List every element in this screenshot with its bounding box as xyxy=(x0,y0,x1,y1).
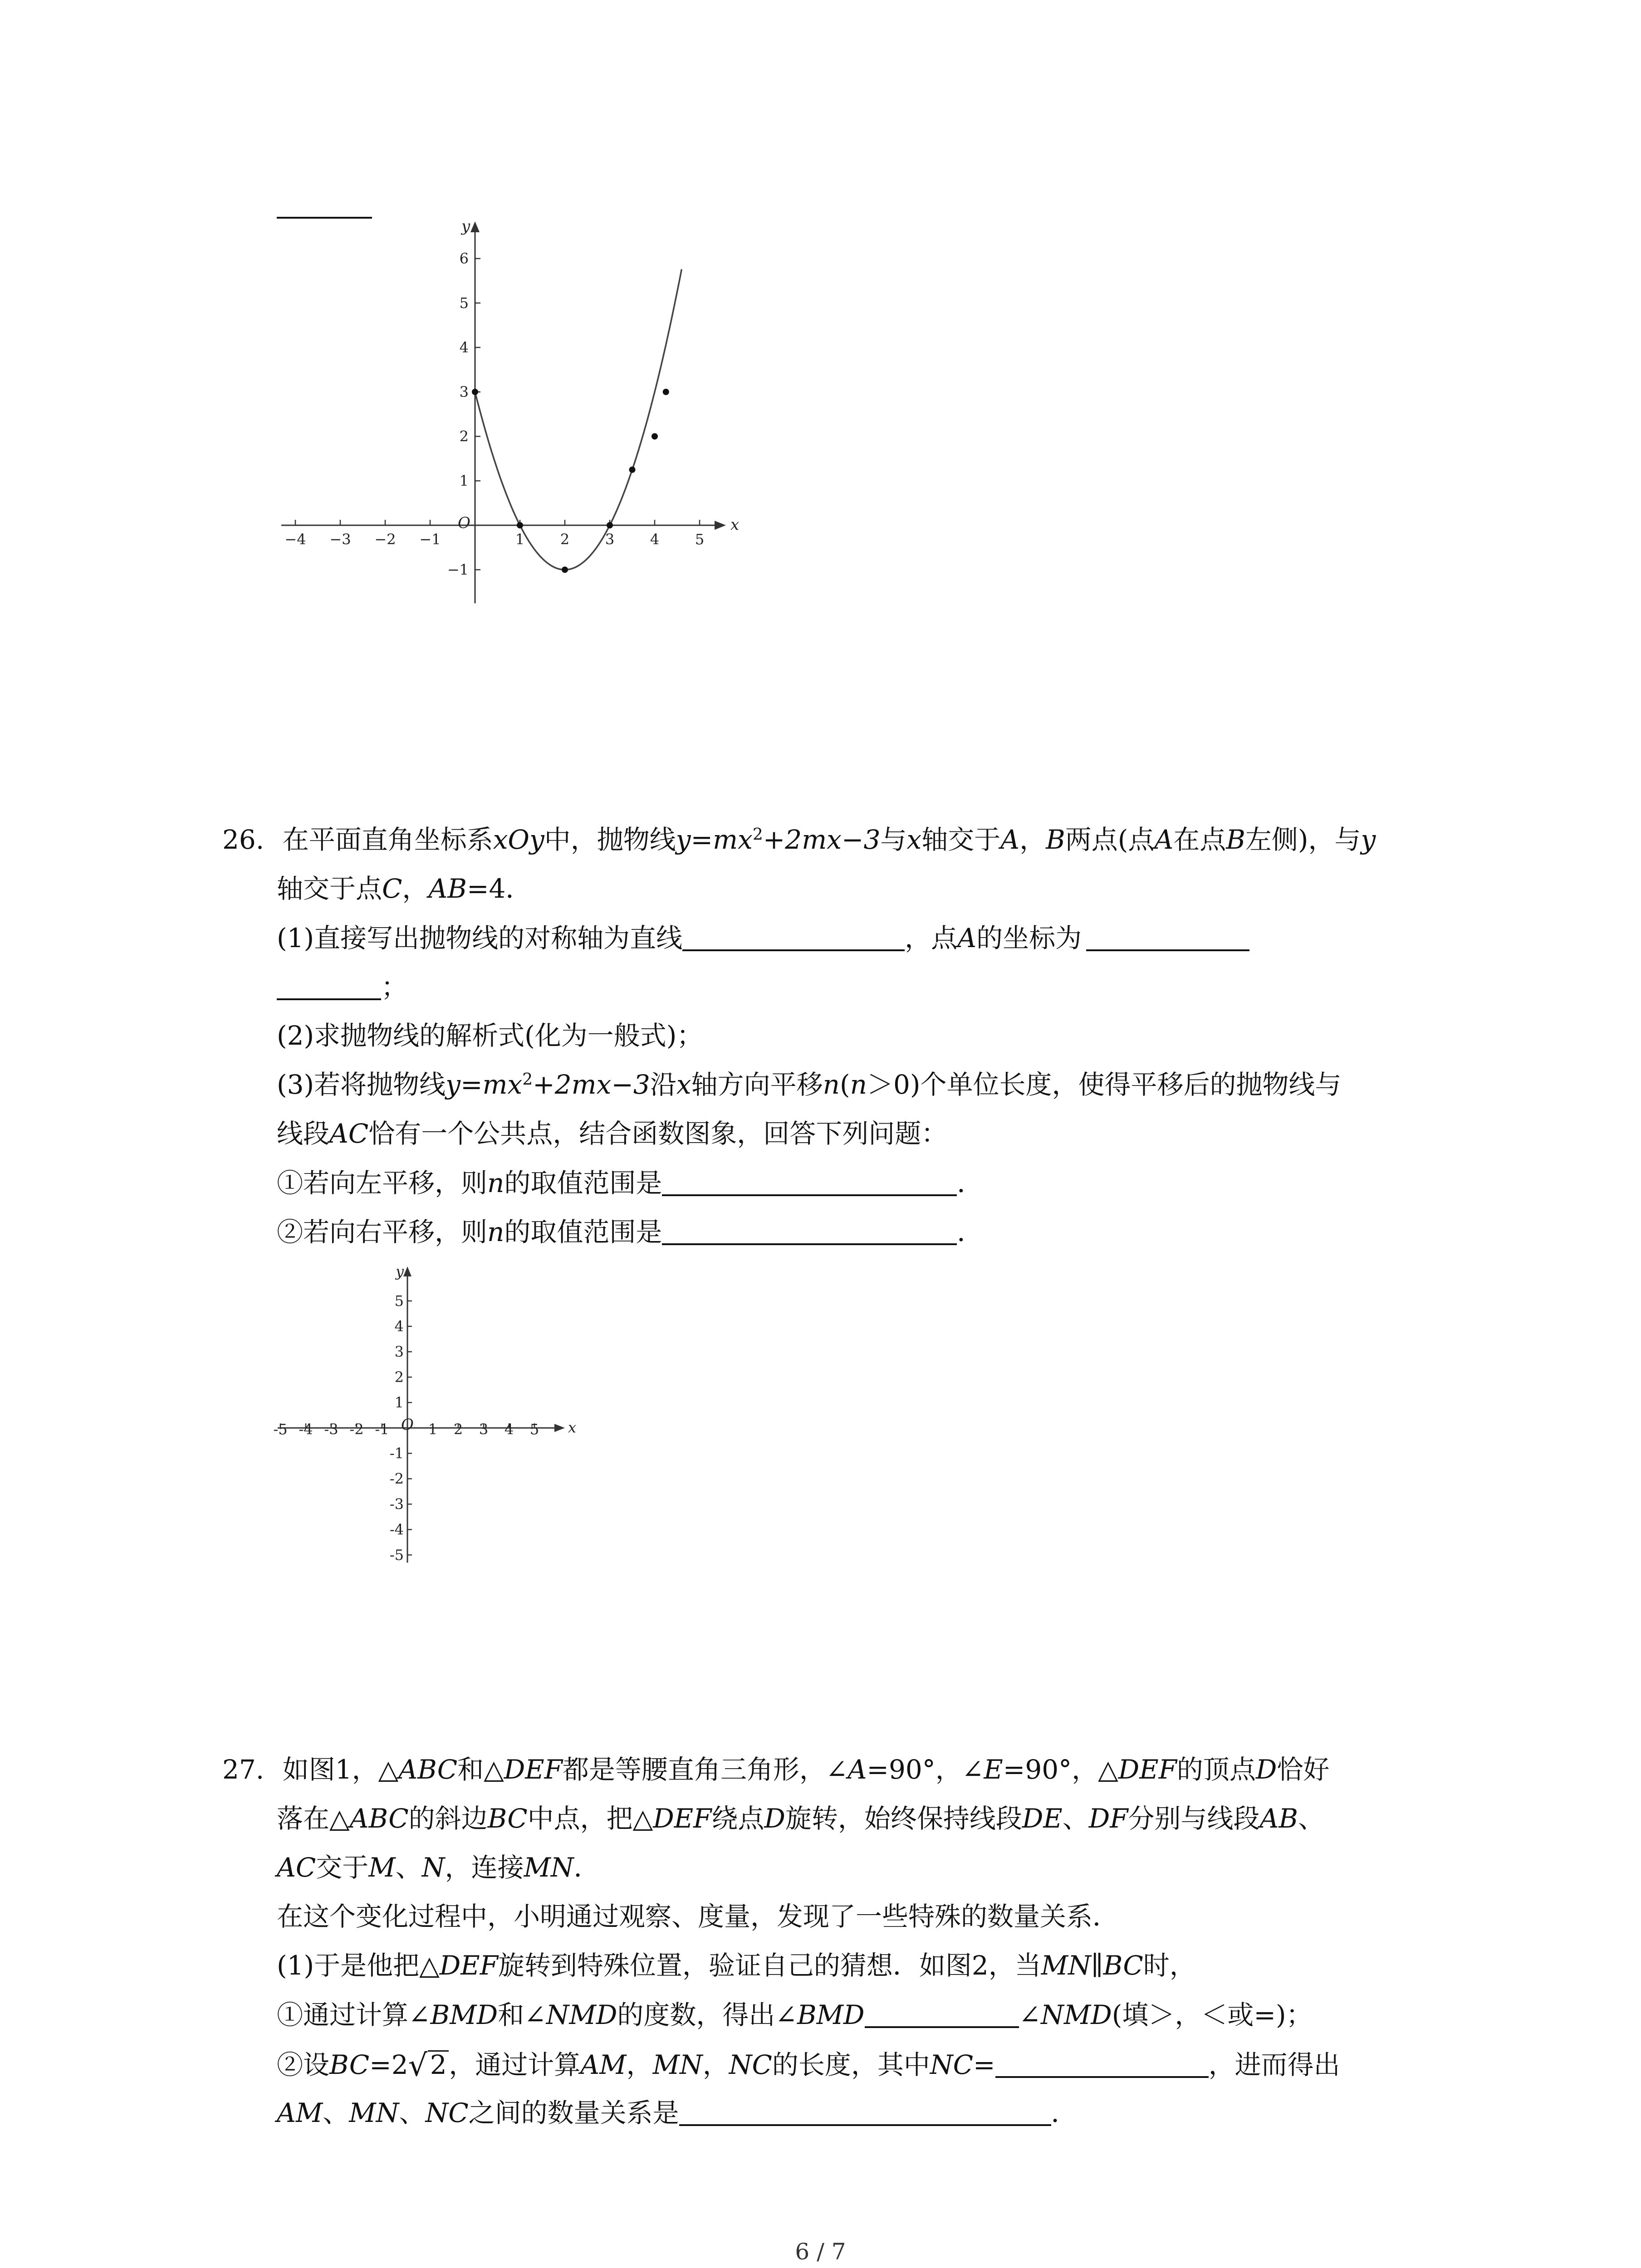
q26-text: (2)求抛物线的解析式(化为一般式)； xyxy=(277,1020,703,1051)
origin-label: O xyxy=(458,514,470,532)
q27-var: NC xyxy=(729,2049,772,2080)
q26-var: n xyxy=(487,1168,505,1199)
q27-text: 、 xyxy=(399,2097,426,2129)
q26-case2 xyxy=(277,1217,984,1248)
y-tick-label: −1 xyxy=(447,561,469,578)
q27-text: 、 xyxy=(323,2097,349,2129)
q27-line8 xyxy=(277,2097,1078,2129)
q26-text: ②若向右平移，则 xyxy=(277,1217,488,1248)
q27-var: BC xyxy=(1103,1950,1143,1981)
q27-var: AB xyxy=(1259,1803,1298,1834)
q27-blank-relation[interactable] xyxy=(679,2099,1051,2126)
q26-text: ． xyxy=(957,1168,984,1199)
q26-text: ． xyxy=(957,1217,984,1248)
q27-text: 恰好 xyxy=(1277,1754,1330,1785)
q26-text: =4． xyxy=(466,873,532,904)
q27-var: DE xyxy=(1022,1803,1063,1834)
q27-blank-nc[interactable] xyxy=(995,2051,1209,2078)
sqrt-two xyxy=(408,2047,449,2083)
q27-var: MN xyxy=(524,1852,574,1883)
q26-var: x xyxy=(906,824,922,855)
y-tick-label: -4 xyxy=(389,1521,404,1538)
q27-var: ABC xyxy=(349,1803,409,1834)
x-tick-label: −1 xyxy=(419,531,441,548)
q26-xoy: xOy xyxy=(493,824,544,855)
q26-equation: y=mx xyxy=(446,1069,523,1100)
q27-var: M xyxy=(368,1852,396,1883)
q26-text: ＞0)个单位长度，使得平移后的抛物线与 xyxy=(867,1069,1342,1100)
x-tick-label: -3 xyxy=(324,1421,338,1438)
q27-text: ，通过计算 xyxy=(449,2049,581,2080)
y-axis-label: y xyxy=(461,217,470,235)
x-tick-label: −2 xyxy=(374,531,396,548)
q27-text: ，进而得出 xyxy=(1208,2049,1340,2080)
q26-blank-right-range[interactable] xyxy=(662,1218,957,1245)
q26-var: n xyxy=(823,1069,840,1100)
q27-var: AM xyxy=(277,2097,323,2129)
q26-blank-axis[interactable] xyxy=(682,924,905,951)
q26-text: 两点(点 xyxy=(1065,824,1155,855)
q27-text: ∥ xyxy=(1091,1950,1103,1981)
q26-blank-point-a[interactable] xyxy=(1086,924,1249,951)
q27-text: 都是等腰直角三角形，∠ xyxy=(562,1754,848,1785)
q26-text: 的取值范围是 xyxy=(504,1168,662,1199)
q27-var: MN xyxy=(349,2097,399,2129)
x-tick-label: 1 xyxy=(428,1421,438,1438)
parabola-point xyxy=(517,522,523,528)
q26-var: x xyxy=(676,1069,691,1100)
q26-blank-left-range[interactable] xyxy=(662,1169,957,1196)
q27-var: DF xyxy=(1088,1803,1128,1834)
q27-text: 和△ xyxy=(457,1754,504,1785)
q26-part1-cont xyxy=(277,972,408,1003)
q27-text: ②设 xyxy=(277,2049,330,2080)
q26-var: B xyxy=(1226,824,1245,855)
y-tick-label: -2 xyxy=(389,1470,404,1487)
q26-text: ①若向左平移，则 xyxy=(277,1168,488,1199)
q26-var: A xyxy=(1000,824,1020,855)
q27-var: BC xyxy=(329,2049,370,2080)
q26-text: ( xyxy=(839,1069,850,1100)
x-axis-label: x xyxy=(568,1419,577,1436)
q27-text: =2 xyxy=(369,2049,408,2080)
x-tick-label: 2 xyxy=(560,531,570,548)
q27-text: =90°，∠ xyxy=(867,1754,984,1785)
x-tick-label: 1 xyxy=(515,531,525,548)
q26-exponent: 2 xyxy=(522,1070,533,1089)
q27-text: (1)于是他把△ xyxy=(277,1950,440,1981)
q27-line6 xyxy=(277,1999,1313,2031)
q26-text: ， xyxy=(402,873,429,904)
q27-text: 、 xyxy=(395,1852,422,1883)
y-axis-label: y xyxy=(396,1263,404,1280)
q27-text: 、 xyxy=(1298,1803,1325,1834)
q27-text: ，连接 xyxy=(445,1852,524,1883)
q27-var: BMD xyxy=(797,1999,865,2031)
q27-line2 xyxy=(277,1805,1324,1832)
q26-var: n xyxy=(850,1069,867,1100)
parabola-point xyxy=(607,522,613,528)
parabola-chart xyxy=(268,213,749,612)
q27-line3 xyxy=(277,1854,600,1881)
q27-line5 xyxy=(277,1952,1196,1979)
q27-text: ， xyxy=(702,2049,729,2080)
x-tick-label: 4 xyxy=(650,531,660,548)
q26-text: 线段 xyxy=(277,1118,330,1149)
q26-text: 与 xyxy=(880,824,907,855)
q27-var: DEF xyxy=(653,1803,712,1834)
x-tick-label: −3 xyxy=(329,531,351,548)
y-tick-label: 5 xyxy=(459,294,469,312)
q26-part1 xyxy=(277,923,1249,954)
q27-var: E xyxy=(984,1754,1003,1785)
blank-axes-group xyxy=(273,1263,576,1564)
y-tick-label: 3 xyxy=(394,1343,404,1360)
q27-text: 旋转，始终保持线段 xyxy=(785,1803,1022,1834)
q27-var: DEF xyxy=(439,1950,498,1981)
q26-var: A xyxy=(957,923,977,954)
parabola-point xyxy=(562,567,568,573)
q27-text: 绕点 xyxy=(711,1803,764,1834)
q27-var: NMD xyxy=(546,1999,617,2031)
x-tick-label: 4 xyxy=(504,1421,514,1438)
q26-part2 xyxy=(277,1022,703,1049)
q27-var: A xyxy=(847,1754,867,1785)
q27-number: 27. xyxy=(222,1754,265,1785)
q27-text: =90°，△ xyxy=(1003,1754,1118,1785)
q27-text: 分别与线段 xyxy=(1128,1803,1260,1834)
q27-var: D xyxy=(1255,1754,1277,1785)
y-tick-label: -3 xyxy=(389,1496,404,1513)
x-tick-label: -2 xyxy=(349,1421,364,1438)
y-tick-label: 4 xyxy=(459,339,469,356)
q27-var: ABC xyxy=(398,1754,458,1785)
q27-text: 和∠ xyxy=(498,1999,546,2031)
x-tick-label: 5 xyxy=(695,531,705,548)
radicand: 2 xyxy=(428,2050,449,2078)
q26-part3 xyxy=(277,1071,1341,1098)
q27-text: ． xyxy=(573,1852,600,1883)
q26-text: 在平面直角坐标系 xyxy=(282,824,493,855)
q26-blank-point-a-cont[interactable] xyxy=(277,973,381,1000)
q27-text: 时， xyxy=(1143,1950,1196,1981)
parabola-point xyxy=(472,389,478,395)
y-axis-arrow xyxy=(470,221,480,232)
x-tick-label: -1 xyxy=(375,1421,389,1438)
x-tick-label: 3 xyxy=(605,531,615,548)
q26-line1 xyxy=(222,826,1376,853)
q26-var: B xyxy=(1046,824,1065,855)
page-number: 6 / 7 xyxy=(795,2239,846,2265)
y-tick-label: 1 xyxy=(394,1394,404,1411)
q27-line4 xyxy=(277,1903,1119,1930)
x-axis-arrow xyxy=(554,1424,565,1432)
q27-text: 的顶点 xyxy=(1176,1754,1256,1785)
q26-text: 的坐标为 xyxy=(976,923,1082,954)
q26-text: (1)直接写出抛物线的对称轴为直线 xyxy=(277,923,683,954)
x-axis-label: x xyxy=(730,516,740,534)
q27-var: AC xyxy=(277,1852,316,1883)
q27-var: D xyxy=(764,1803,785,1834)
y-tick-label: 4 xyxy=(394,1318,404,1335)
y-tick-label: 1 xyxy=(459,472,469,489)
q27-blank-compare[interactable] xyxy=(865,2001,1019,2028)
q27-text: 交于 xyxy=(316,1852,369,1883)
q26-text: 的取值范围是 xyxy=(504,1217,662,1248)
q27-var: NMD xyxy=(1041,1999,1112,2031)
q26-text: 恰有一个公共点，结合函数图象，回答下列问题： xyxy=(368,1118,948,1149)
q27-var: NC xyxy=(425,2097,469,2129)
q27-text: 旋转到特殊位置，验证自己的猜想．如图2，当 xyxy=(498,1950,1041,1981)
q26-text: 轴方向平移 xyxy=(691,1069,823,1100)
q27-var: MN xyxy=(652,2049,703,2080)
x-tick-label: 2 xyxy=(453,1421,463,1438)
y-tick-label: 6 xyxy=(459,250,469,267)
q26-text: 左侧)，与 xyxy=(1245,824,1361,855)
q26-var: C xyxy=(382,873,402,904)
q27-var: AM xyxy=(580,2049,627,2080)
q27-text: = xyxy=(973,2049,995,2080)
q26-line2 xyxy=(277,875,532,902)
q27-text: 的斜边 xyxy=(408,1803,488,1834)
parabola-point xyxy=(629,467,636,473)
q27-text: 落在△ xyxy=(277,1803,350,1834)
x-axis-arrow xyxy=(715,521,726,530)
q26-equation: +2mx−3 xyxy=(533,1069,650,1100)
radical-sign: √ xyxy=(408,2047,428,2083)
blank-axes-chart xyxy=(272,1261,590,1569)
q26-text: ，点 xyxy=(905,923,958,954)
parabola-point xyxy=(652,433,658,440)
q26-text: ， xyxy=(1019,824,1046,855)
y-tick-label: -1 xyxy=(389,1445,404,1462)
q26-var: A xyxy=(1154,824,1174,855)
q27-text: (填＞，＜或=)； xyxy=(1112,1999,1313,2031)
y-tick-label: 3 xyxy=(459,383,469,401)
q26-var: y xyxy=(1361,824,1376,855)
q26-exponent: 2 xyxy=(752,825,763,844)
q26-text: 轴交于点 xyxy=(277,873,382,904)
parabola-point xyxy=(663,389,669,395)
q27-var: DEF xyxy=(504,1754,563,1785)
q26-var: AB xyxy=(428,873,467,904)
q26-equation: y=mx xyxy=(676,824,753,855)
q27-var: DEF xyxy=(1118,1754,1177,1785)
q26-text: 中，抛物线 xyxy=(544,824,676,855)
q27-text: 的长度，其中 xyxy=(772,2049,930,2080)
q27-text: ． xyxy=(1051,2097,1078,2129)
q27-text: ①通过计算∠ xyxy=(277,1999,431,2031)
y-axis-arrow xyxy=(403,1266,411,1276)
origin-label: O xyxy=(401,1416,414,1434)
x-tick-label: -4 xyxy=(299,1421,313,1438)
q27-var: BMD xyxy=(430,1999,498,2031)
q27-line1 xyxy=(222,1756,1329,1783)
x-tick-label: -5 xyxy=(273,1421,288,1438)
q26-part3-line2 xyxy=(277,1120,947,1147)
q26-text: 在点 xyxy=(1173,824,1226,855)
q26-text: 沿 xyxy=(650,1069,676,1100)
x-tick-label: 5 xyxy=(529,1421,539,1438)
x-tick-label: −4 xyxy=(284,531,306,548)
q27-text: ∠ xyxy=(1019,1999,1041,2031)
q26-equation: +2mx−3 xyxy=(763,824,881,855)
parabola-chart-group xyxy=(281,217,739,603)
q27-text: 、 xyxy=(1062,1803,1089,1834)
y-tick-label: 5 xyxy=(394,1292,404,1310)
q27-var: BC xyxy=(487,1803,528,1834)
q27-text: 在这个变化过程中，小明通过观察、度量，发现了一些特殊的数量关系． xyxy=(277,1901,1119,1932)
q27-line7 xyxy=(277,2047,1340,2083)
q27-text: 中点，把△ xyxy=(527,1803,653,1834)
y-tick-label: 2 xyxy=(459,428,469,445)
q27-text: 之间的数量关系是 xyxy=(468,2097,679,2129)
q26-text: 轴交于 xyxy=(921,824,1001,855)
q27-text: ， xyxy=(626,2049,653,2080)
y-tick-label: -5 xyxy=(389,1546,404,1564)
q26-text: (3)若将抛物线 xyxy=(277,1069,446,1100)
q27-var: NC xyxy=(930,2049,974,2080)
q27-text: 的度数，得出∠ xyxy=(617,1999,797,2031)
y-tick-label: 2 xyxy=(394,1369,404,1386)
q26-number: 26. xyxy=(222,824,265,855)
q27-var: N xyxy=(421,1852,445,1883)
q26-var: n xyxy=(487,1217,505,1248)
q27-var: MN xyxy=(1041,1950,1091,1981)
q26-text: ； xyxy=(381,972,408,1003)
q27-text: 如图1，△ xyxy=(282,1754,399,1785)
x-tick-label: 3 xyxy=(479,1421,489,1438)
q26-var: AC xyxy=(329,1118,369,1149)
q26-case1 xyxy=(277,1168,984,1199)
